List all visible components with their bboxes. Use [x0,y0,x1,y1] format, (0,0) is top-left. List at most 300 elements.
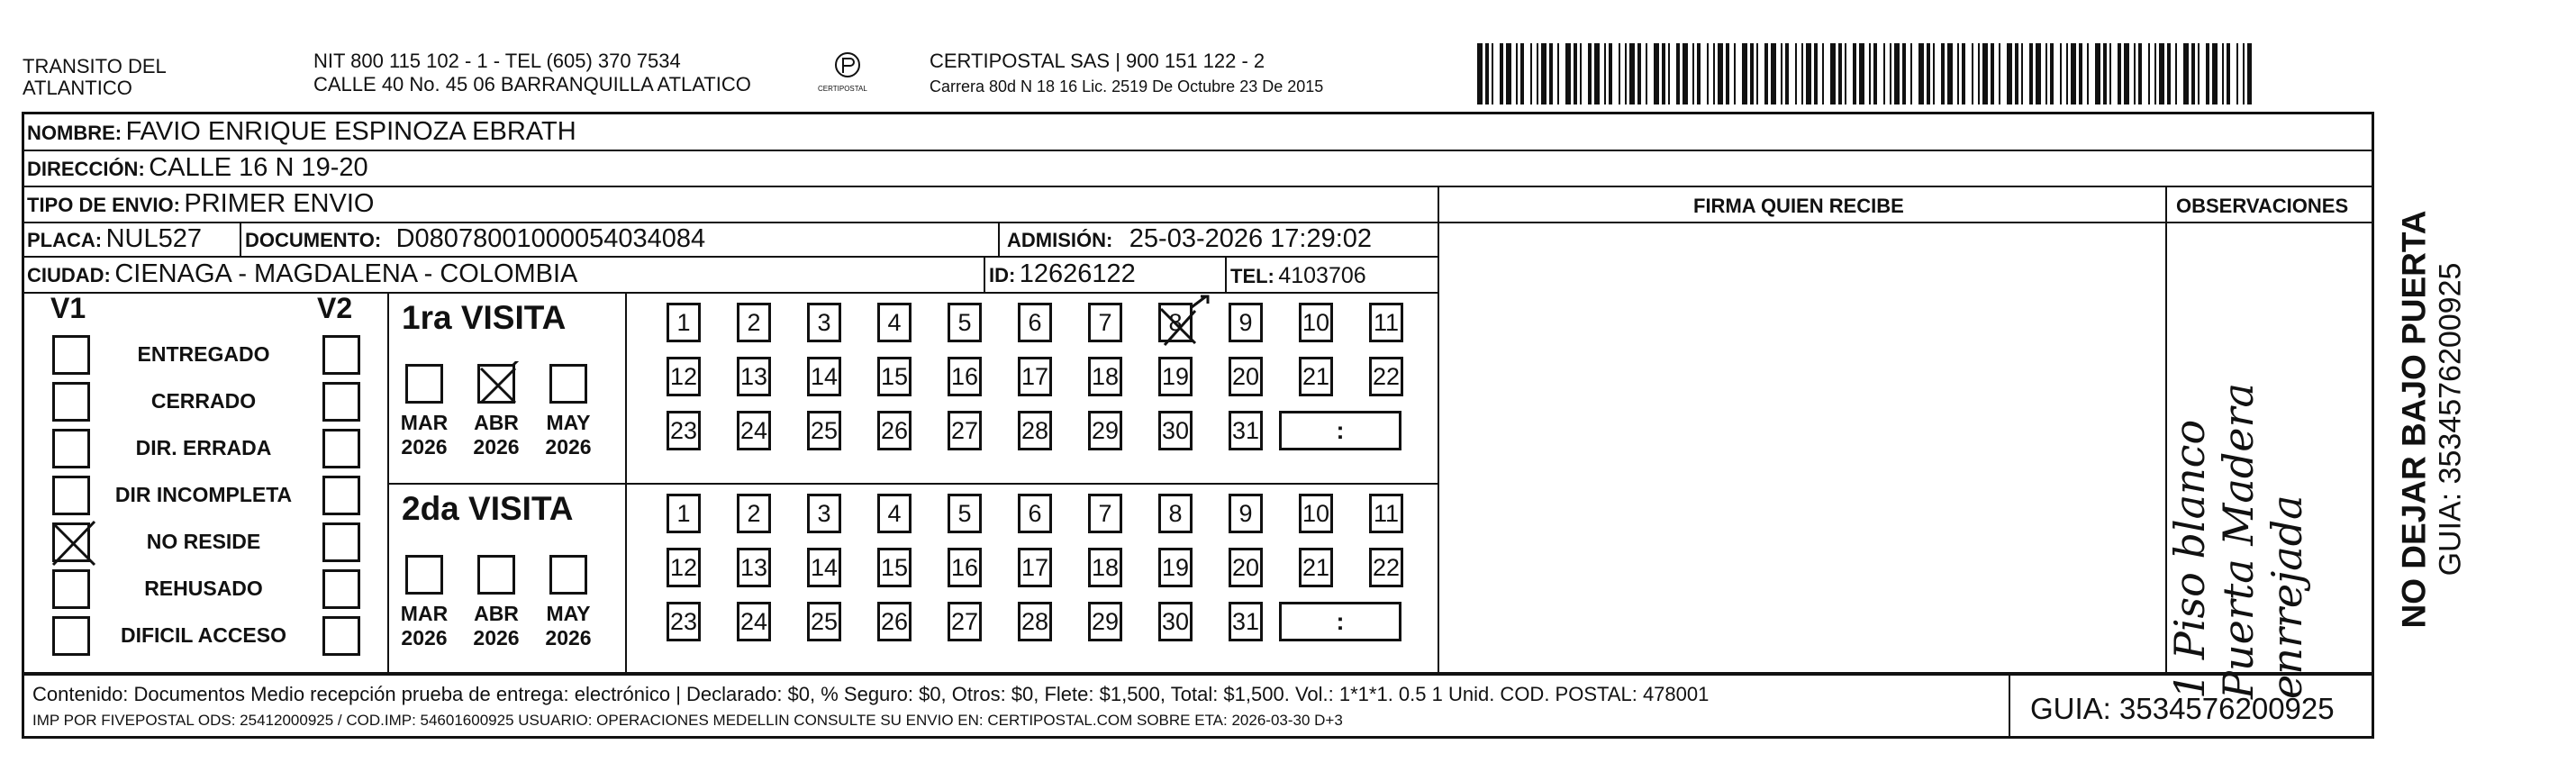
day-box[interactable] [948,494,982,533]
barcode-bar [2175,43,2177,104]
barcode-bar [1580,43,1582,104]
day-number: 22 [1372,553,1401,581]
month-name: MAY [546,602,591,625]
month-checkbox[interactable] [405,364,443,404]
barcode-bar [1873,43,1877,104]
barcode-bar [1588,43,1592,104]
barcode-bar [2066,43,2068,104]
day-number: 26 [880,416,909,444]
v1-checkbox[interactable] [52,569,90,609]
barcode-bar [1516,43,1518,104]
day-box[interactable] [1229,494,1263,533]
barcode-bar [2222,43,2224,104]
month-year: 2026 [401,435,448,459]
day-number: 18 [1091,553,1120,581]
v2-checkbox[interactable] [322,476,360,515]
day-number: 1 [676,308,691,336]
barcode-bar [1781,43,1782,104]
day-box[interactable] [807,357,841,396]
month-label [539,602,598,650]
id-label: ID: [989,264,1016,286]
barcode-bar [1734,43,1736,104]
day-number: 4 [887,499,902,527]
barcode-bar [1869,43,1871,104]
day-box[interactable] [1158,494,1193,533]
day-box[interactable] [1369,303,1403,342]
day-number: 19 [1161,362,1190,390]
day-number: 9 [1238,499,1253,527]
barcode-bar [1795,43,1797,104]
day-box[interactable] [1369,494,1403,533]
name-field [27,117,576,147]
month-year: 2026 [545,435,592,459]
barcode-bar [1918,43,1924,104]
day-box[interactable] [877,303,912,342]
barcode-bar [2183,43,2189,104]
v2-checkbox[interactable] [322,569,360,609]
day-box[interactable] [1299,357,1333,396]
day-box[interactable] [807,602,841,641]
status-label: CERRADO [150,389,257,413]
day-number: 11 [1373,499,1400,527]
barcode-bar [1541,43,1547,104]
day-number: 17 [1020,553,1049,581]
barcode-bar [1500,43,1503,104]
address-field [27,153,368,183]
nit-line: NIT 800 115 102 - 1 - TEL (605) 370 7534 [313,50,681,72]
day-box[interactable] [948,602,982,641]
day-number: 20 [1231,362,1260,390]
day-box[interactable] [667,303,701,342]
v2-checkbox[interactable] [322,382,360,422]
side-guia: GUIA: 3534576200925 [2433,262,2468,577]
day-box[interactable] [807,548,841,587]
day-box[interactable] [1088,411,1122,450]
barcode-bar [1845,43,1846,104]
barcode-bar [1764,43,1768,104]
barcode-bar [1726,43,1729,104]
day-number: 30 [1161,416,1190,444]
city-field [27,259,577,289]
month-checkbox[interactable] [549,555,587,595]
day-box[interactable] [1158,411,1193,450]
barcode-bar [2007,43,2012,104]
id-value: 12626122 [1019,259,1136,288]
day-box[interactable] [807,494,841,533]
barcode-bar [1692,43,1694,104]
barcode-bar [2236,43,2238,104]
time-box[interactable] [1279,602,1401,641]
v1-checkbox[interactable] [52,382,90,422]
day-box[interactable] [737,411,771,450]
day-box[interactable] [948,548,982,587]
month-label [539,411,598,459]
barcode-bar [1822,43,1824,104]
day-box[interactable] [1158,303,1193,342]
barcode-bar [1814,43,1818,104]
day-number: 28 [1020,607,1049,635]
day-box[interactable] [1229,303,1263,342]
footer-imp-line: IMP POR FIVEPOSTAL ODS: 25412000925 / COD.IMP: 54601600925 USUARIO: OPERACIONES MEDELLIN CONSULTE SU ENVIO EN: CERTIPOSTAL.COM SOBRE ETA: 2026-03-30 D+3 [32,712,1343,729]
signature-area[interactable] [1443,225,2160,667]
city-value: CIENAGA - MAGDALENA - COLOMBIA [114,259,578,288]
barcode-bar [2021,43,2023,104]
day-number: 14 [810,362,839,390]
day-number: 22 [1372,362,1401,390]
tel-value: 4103706 [1278,263,1366,288]
handwritten-line-2: Puerta Madera [2214,383,2263,699]
day-number: 29 [1091,607,1120,635]
barcode-bar [1520,43,1524,104]
day-number: 21 [1302,362,1330,390]
barcode-bar [1506,43,1511,104]
day-number: 20 [1231,553,1260,581]
month-name: MAY [546,411,591,434]
plate-field [27,224,202,254]
day-number: 4 [887,308,902,336]
month-year: 2026 [401,626,448,649]
document-field [245,224,705,254]
day-number: 8 [1168,308,1183,336]
tel-field [1230,263,1366,289]
plate-label: PLACA: [27,229,103,251]
barcode-bar [1662,43,1665,104]
barcode-bar [2247,43,2252,104]
status-label: DIFICIL ACCESO [120,623,286,647]
barcode [1477,43,2252,104]
barcode-bar [1785,43,1789,104]
no-dejar-warning: NO DEJAR BAJO PUERTA [2395,210,2433,629]
day-box[interactable] [877,548,912,587]
barcode-bar [1565,43,1571,104]
barcode-bar [1549,43,1553,104]
day-number: 27 [950,607,979,635]
visit-title: 2da VISITA [402,490,574,527]
barcode-bar [1713,43,1715,104]
barcode-bar [1750,43,1754,104]
day-number: 24 [739,416,768,444]
day-box[interactable] [948,357,982,396]
barcode-bar [1683,43,1688,104]
v1-checkbox[interactable] [52,335,90,375]
barcode-bar [1801,43,1803,104]
certipostal-logo [816,49,879,99]
day-number: 5 [957,308,972,336]
id-field [989,259,1136,289]
v2-checkbox[interactable] [322,429,360,468]
day-box[interactable] [948,411,982,450]
day-box[interactable] [1088,303,1122,342]
month-name: ABR [474,602,519,625]
admission-label: ADMISIÓN: [1007,229,1113,251]
day-number: 7 [1098,308,1112,336]
day-box[interactable] [737,303,771,342]
day-box[interactable] [807,303,841,342]
day-box[interactable] [1158,548,1193,587]
day-number: 5 [957,499,972,527]
barcode-bar [1609,43,1612,104]
barcode-bar [1530,43,1532,104]
month-label [467,411,526,459]
company-name-line2: ATLANTICO [23,77,132,99]
barcode-bar [1557,43,1559,104]
check-x-icon [1156,291,1213,349]
barcode-bar [1927,43,1930,104]
day-box[interactable] [1088,357,1122,396]
day-number: 7 [1098,499,1112,527]
barcode-bar [1654,43,1659,104]
barcode-bar [1619,43,1620,104]
name-value: FAVIO ENRIQUE ESPINOZA EBRATH [125,117,576,146]
status-label: ENTREGADO [137,342,270,366]
barcode-bar [1668,43,1670,104]
day-number: 9 [1238,308,1253,336]
day-box[interactable] [1088,494,1122,533]
day-box[interactable] [737,602,771,641]
barcode-bar [1972,43,1973,104]
footer-guia: GUIA: 3534576200925 [2030,692,2335,725]
barcode-bar [2154,43,2156,104]
day-number: 2 [747,308,761,336]
barcode-bar [1742,43,1747,104]
month-label [467,602,526,650]
observations-label: OBSERVACIONES [2176,195,2349,217]
barcode-bar [2015,43,2018,104]
plate-value: NUL527 [105,224,202,253]
day-box[interactable] [1229,411,1263,450]
day-box[interactable] [1018,303,1052,342]
v1-label: V1 [50,292,86,324]
day-number: 26 [880,607,909,635]
v2-checkbox[interactable] [322,616,360,656]
barcode-bar [1982,43,1988,104]
barcode-bar [2036,43,2041,104]
day-box[interactable] [1088,548,1122,587]
day-number: 16 [950,553,979,581]
barcode-bar [2087,43,2089,104]
day-box[interactable] [877,411,912,450]
day-number: 13 [739,362,768,390]
day-number: 25 [810,607,839,635]
barcode-bar [2206,43,2209,104]
barcode-bar [2212,43,2218,104]
barcode-bar [1718,43,1723,104]
barcode-bar [1537,43,1538,104]
day-box[interactable] [877,494,912,533]
barcode-bar [1830,43,1836,104]
month-year: 2026 [473,626,520,649]
barcode-bar [1676,43,1680,104]
barcode-bar [1771,43,1776,104]
barcode-bar [2071,43,2076,104]
day-box[interactable] [1229,548,1263,587]
month-year: 2026 [545,626,592,649]
day-number: 6 [1028,499,1042,527]
day-box[interactable] [1018,494,1052,533]
ship-type-label: TIPO DE ENVIO: [27,194,180,216]
v2-checkbox[interactable] [322,335,360,375]
month-checkbox[interactable] [477,555,515,595]
barcode-bar [1838,43,1842,104]
document-value: D08078001000054034084 [395,224,706,253]
day-box[interactable] [807,411,841,450]
day-box[interactable] [1158,602,1193,641]
barcode-bar [2138,43,2142,104]
barcode-bar [2045,43,2047,104]
document-label: DOCUMENTO: [245,229,382,251]
barcode-bar [1978,43,1980,104]
day-box[interactable] [1229,357,1263,396]
barcode-bar [1697,43,1701,104]
day-box[interactable] [877,602,912,641]
barcode-bar [2243,43,2245,104]
day-number: 23 [669,607,698,635]
barcode-bar [2159,43,2164,104]
address-value: CALLE 16 N 19-20 [149,153,368,182]
day-box[interactable] [737,357,771,396]
handwritten-line-1: 1 Piso blanco [2165,419,2214,699]
day-box[interactable] [877,357,912,396]
barcode-bar [1637,43,1641,104]
v2-checkbox[interactable] [322,522,360,562]
barcode-bar [1625,43,1627,104]
barcode-bar [2050,43,2054,104]
month-name: MAR [400,411,449,434]
barcode-bar [2191,43,2195,104]
day-number: 17 [1020,362,1049,390]
barcode-bar [1883,43,1885,104]
day-number: 23 [669,416,698,444]
day-box[interactable] [1018,411,1052,450]
day-number: 12 [669,553,698,581]
day-box[interactable] [1299,494,1333,533]
day-box[interactable] [1018,548,1052,587]
barcode-bar [1957,43,1959,104]
barcode-bar [2060,43,2062,104]
barcode-bar [2198,43,2200,104]
barcode-bar [2095,43,2100,104]
day-box[interactable] [1229,602,1263,641]
barcode-bar [1477,43,1483,104]
barcode-bar [1485,43,1489,104]
name-label: NOMBRE: [27,122,122,144]
day-number: 21 [1302,553,1330,581]
day-box[interactable] [737,494,771,533]
month-name: MAR [400,602,449,625]
day-number: 1 [676,499,691,527]
admission-value: 25-03-2026 17:29:02 [1129,224,1373,253]
barcode-bar [1902,43,1906,104]
day-number: 11 [1373,308,1400,336]
day-box[interactable] [948,303,982,342]
v1-checkbox[interactable] [52,476,90,515]
barcode-bar [1756,43,1758,104]
day-box[interactable] [667,602,701,641]
day-box[interactable] [1018,602,1052,641]
day-number: 12 [669,362,698,390]
month-checkbox[interactable] [549,364,587,404]
barcode-bar [1492,43,1493,104]
barcode-bar [1574,43,1577,104]
day-box[interactable] [1158,357,1193,396]
day-box[interactable] [1088,602,1122,641]
day-number: 19 [1161,553,1190,581]
barcode-bar [2103,43,2107,104]
month-name: ABR [474,411,519,434]
certipostal-line1: CERTIPOSTAL SAS | 900 151 122 - 2 [930,50,1265,72]
day-number: 15 [880,362,909,390]
day-box[interactable] [667,548,701,587]
day-box[interactable] [667,494,701,533]
day-number: 13 [739,553,768,581]
v1-checkbox[interactable] [52,522,90,562]
barcode-bar [1859,43,1864,104]
handwritten-line-3: enrrejada [2263,495,2311,699]
barcode-bar [1629,43,1635,104]
day-number: 2 [747,499,761,527]
status-label: DIR INCOMPLETA [114,483,293,506]
barcode-bar [2109,43,2111,104]
day-number: 6 [1028,308,1042,336]
day-number: 28 [1020,416,1049,444]
month-label [395,411,454,459]
barcode-bar [1941,43,1945,104]
day-number: 14 [810,553,839,581]
barcode-bar [2079,43,2082,104]
month-checkbox[interactable] [405,555,443,595]
day-number: 3 [817,499,831,527]
barcode-bar [1604,43,1606,104]
admission-field [1007,224,1372,254]
address-line: CALLE 40 No. 45 06 BARRANQUILLA ATLATICO [313,73,751,95]
barcode-bar [1894,43,1900,104]
day-number: 15 [880,553,909,581]
v1-checkbox[interactable] [52,429,90,468]
day-box[interactable] [1299,548,1333,587]
ship-type-value: PRIMER ENVIO [184,189,375,218]
day-box[interactable] [1369,357,1403,396]
v1-checkbox[interactable] [52,616,90,656]
time-placeholder: : [1336,607,1345,635]
barcode-bar [1991,43,1994,104]
day-number: 16 [950,362,979,390]
day-number: 10 [1302,308,1330,336]
day-number: 31 [1231,416,1260,444]
day-box[interactable] [667,357,701,396]
month-checkbox[interactable] [477,364,515,404]
day-box[interactable] [737,548,771,587]
day-box[interactable] [667,411,701,450]
barcode-bar [1962,43,1965,104]
barcode-bar [2118,43,2121,104]
day-box[interactable] [1018,357,1052,396]
city-label: CIUDAD: [27,264,111,286]
barcode-bar [2148,43,2150,104]
barcode-bar [1853,43,1856,104]
handwritten-observations [2162,225,2324,699]
barcode-bar [1594,43,1600,104]
logo-text: CERTIPOSTAL [818,85,867,93]
time-box[interactable] [1279,411,1401,450]
month-label [395,602,454,650]
day-number: 10 [1302,499,1330,527]
day-box[interactable] [1299,303,1333,342]
day-box[interactable] [1369,548,1403,587]
day-number: 29 [1091,416,1120,444]
barcode-bar [2124,43,2129,104]
footer-content-line: Contenido: Documentos Medio recepción prueba de entrega: electrónico | Declarado: $0, % Seguro: $0, Otros: $0, Flete: $1,500, Total: $1,500. Vol.: 1*1*1. 0.5 1 Unid. COD. POSTAL: 478001 [32,683,1710,705]
barcode-bar [1999,43,2000,104]
